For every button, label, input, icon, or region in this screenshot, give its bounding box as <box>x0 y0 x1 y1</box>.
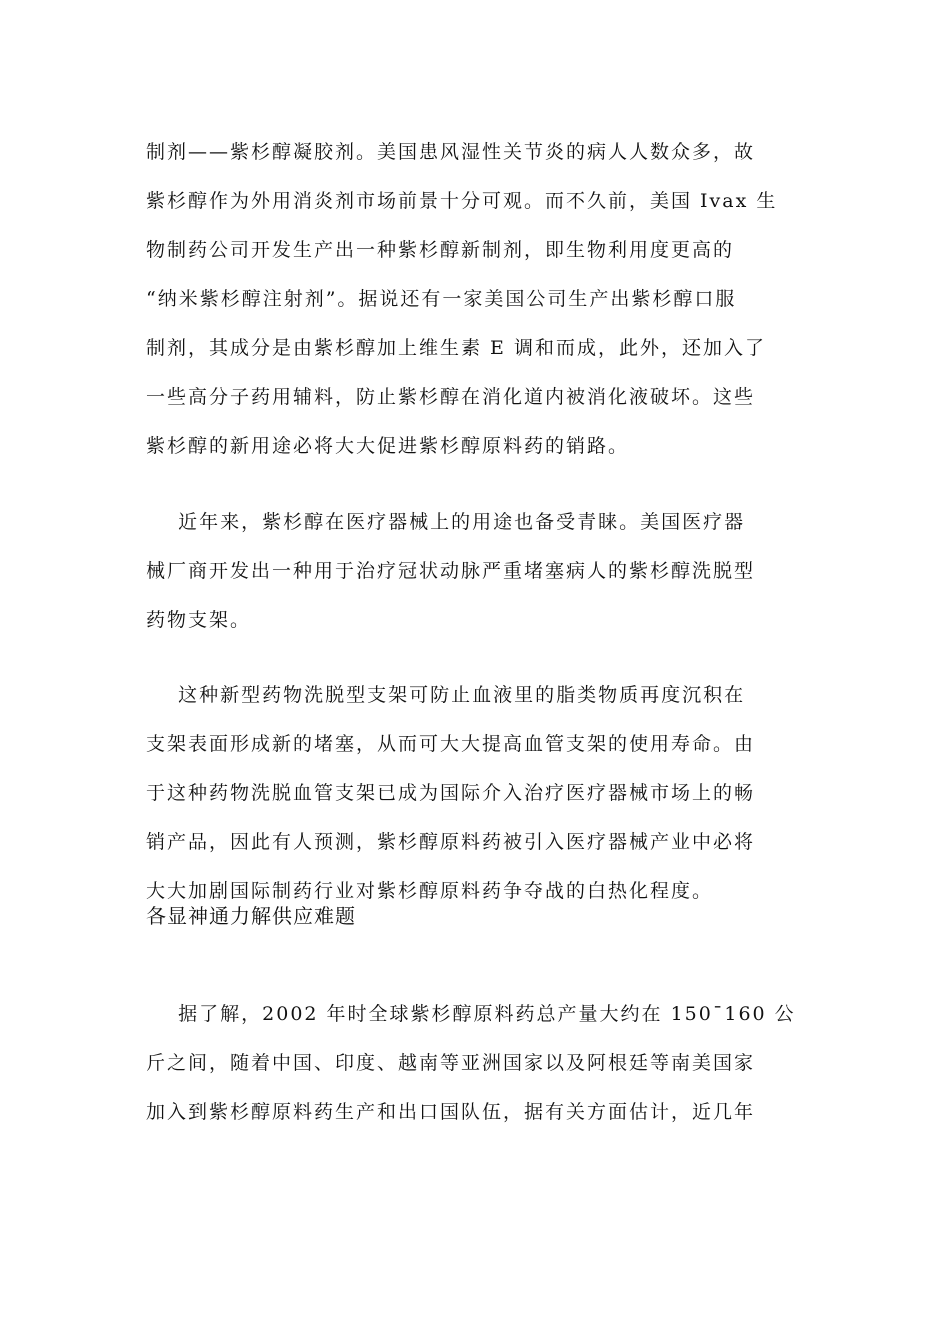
text-line: 销产品，因此有人预测，紫杉醇原料药被引入医疗器械产业中必将 <box>146 831 756 853</box>
text-line: 一些高分子药用辅料，防止紫杉醇在消化道内被消化液破坏。这些 <box>146 386 756 408</box>
text-line: “纳米紫杉醇注射剂”。据说还有一家美国公司生产出紫杉醇口服 <box>146 288 737 310</box>
paragraph-stent <box>146 671 808 916</box>
paragraph-production <box>146 990 808 1137</box>
text-line: 大大加剧国际制药行业对紫杉醇原料药争夺战的白热化程度。 <box>146 880 714 902</box>
text-line: 制剂，其成分是由紫杉醇加上维生素 E 调和而成，此外，还加入了 <box>146 337 766 359</box>
text-line: 紫杉醇作为外用消炎剂市场前景十分可观。而不久前，美国 Ivax 生 <box>146 190 778 212</box>
section-heading: 各显神通力解供应难题 <box>146 904 356 928</box>
text-line: 加入到紫杉醇原料药生产和出口国队伍，据有关方面估计，近几年 <box>146 1101 756 1123</box>
text-line: 斤之间，随着中国、印度、越南等亚洲国家以及阿根廷等南美国家 <box>146 1052 756 1074</box>
text-line: 物制药公司开发生产出一种紫杉醇新制剂，即生物利用度更高的 <box>146 239 735 261</box>
text-line: 这种新型药物洗脱型支架可防止血液里的脂类物质再度沉积在 <box>146 684 746 706</box>
text-line: 近年来，紫杉醇在医疗器械上的用途也备受青睐。美国医疗器 <box>146 511 746 533</box>
paragraph-medical-devices <box>146 498 808 645</box>
text-line: 械厂商开发出一种用于治疗冠状动脉严重堵塞病人的紫杉醇洗脱型 <box>146 560 756 582</box>
text-line: 据了解，2002 年时全球紫杉醇原料药总产量大约在 150¯160 公 <box>146 1003 796 1025</box>
text-line: 于这种药物洗脱血管支架已成为国际介入治疗医疗器械市场上的畅 <box>146 782 756 804</box>
text-line: 支架表面形成新的堵塞，从而可大大提高血管支架的使用寿命。由 <box>146 733 756 755</box>
text-line: 药物支架。 <box>146 609 252 631</box>
paragraph-gel-formulations <box>146 128 808 471</box>
text-line: 紫杉醇的新用途必将大大促进紫杉醇原料药的销路。 <box>146 435 630 457</box>
text-line: 制剂——紫杉醇凝胶剂。美国患风湿性关节炎的病人人数众多，故 <box>146 141 756 163</box>
